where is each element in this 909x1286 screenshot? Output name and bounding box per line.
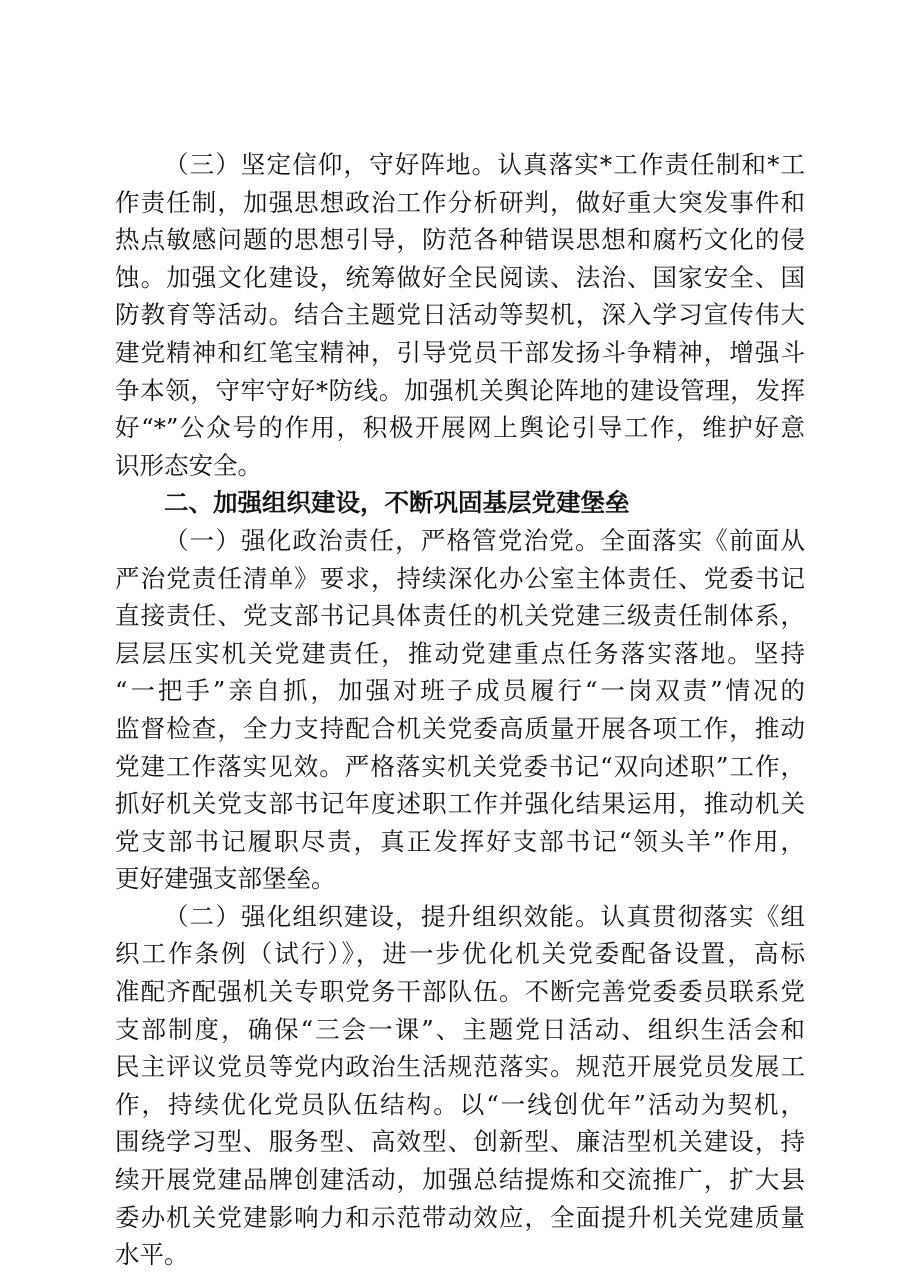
text-line: 蚀。加强文化建设，统筹做好全民阅读、法治、国家安全、国 [115, 262, 805, 292]
text-line: 党支部书记履职尽责，真正发挥好支部书记“领头羊”作用， [115, 826, 805, 856]
paragraph-subsection-2 [115, 898, 805, 1274]
text-line: 好“*”公众号的作用，积极开展网上舆论引导工作，维护好意 [115, 413, 805, 443]
text-line: 严治党责任清单》要求，持续深化办公室主体责任、党委书记 [115, 563, 805, 593]
text-line: （二）强化组织建设，提升组织效能。认真贯彻落实《组 [164, 901, 805, 931]
section-heading [115, 484, 805, 522]
text-line: （一）强化政治责任，严格管党治党。全面落实《前面从 [164, 525, 805, 555]
text-line: 支部制度，确保“三会一课”、主题党日活动、组织生活会和 [115, 1014, 805, 1044]
document-body [115, 146, 805, 1274]
heading-text: 二、加强组织建设，不断巩固基层党建堡垒 [164, 488, 630, 518]
text-line: 识形态安全。 [115, 450, 262, 480]
text-line: 直接责任、党支部书记具体责任的机关党建三级责任制体系， [115, 601, 805, 631]
text-line: 争本领，守牢守好*防线。加强机关舆论阵地的建设管理，发挥 [115, 375, 805, 405]
text-line: 热点敏感问题的思想引导，防范各种错误思想和腐朽文化的侵 [115, 225, 805, 255]
text-line: 准配齐配强机关专职党务干部队伍。不断完善党委委员联系党 [115, 977, 805, 1007]
text-line: 水平。 [115, 1240, 189, 1270]
text-line: 建党精神和红笔宝精神，引导党员干部发扬斗争精神，增强斗 [115, 337, 805, 367]
text-line: 防教育等活动。结合主题党日活动等契机，深入学习宣传伟大 [115, 300, 805, 330]
text-line: “一把手”亲自抓，加强对班子成员履行“一岗双责”情况的 [115, 676, 805, 706]
text-line: 围绕学习型、服务型、高效型、创新型、廉洁型机关建设，持 [115, 1127, 805, 1157]
paragraph-subsection-1 [115, 522, 805, 898]
text-line: 作责任制，加强思想政治工作分析研判，做好重大突发事件和 [115, 187, 805, 217]
text-line: 民主评议党员等党内政治生活规范落实。规范开展党员发展工 [115, 1052, 805, 1082]
text-line: 作，持续优化党员队伍结构。以“一线创优年”活动为契机， [115, 1089, 805, 1119]
text-line: 更好建强支部堡垒。 [115, 864, 336, 894]
text-line: 层层压实机关党建责任，推动党建重点任务落实落地。坚持 [115, 638, 805, 668]
text-line: 续开展党建品牌创建活动，加强总结提炼和交流推广，扩大县 [115, 1165, 805, 1195]
text-line: 监督检查，全力支持配合机关党委高质量开展各项工作，推动 [115, 713, 805, 743]
text-line: 委办机关党建影响力和示范带动效应，全面提升机关党建质量 [115, 1202, 805, 1232]
text-line: 抓好机关党支部书记年度述职工作并强化结果运用，推动机关 [115, 789, 805, 819]
text-line: （三）坚定信仰，守好阵地。认真落实*工作责任制和*工 [164, 150, 805, 179]
paragraph-section-3 [115, 146, 805, 484]
text-line: 党建工作落实见效。严格落实机关党委书记“双向述职”工作， [115, 751, 805, 781]
text-line: 织工作条例（试行）》，进一步优化机关党委配备设置，高标 [115, 939, 805, 969]
